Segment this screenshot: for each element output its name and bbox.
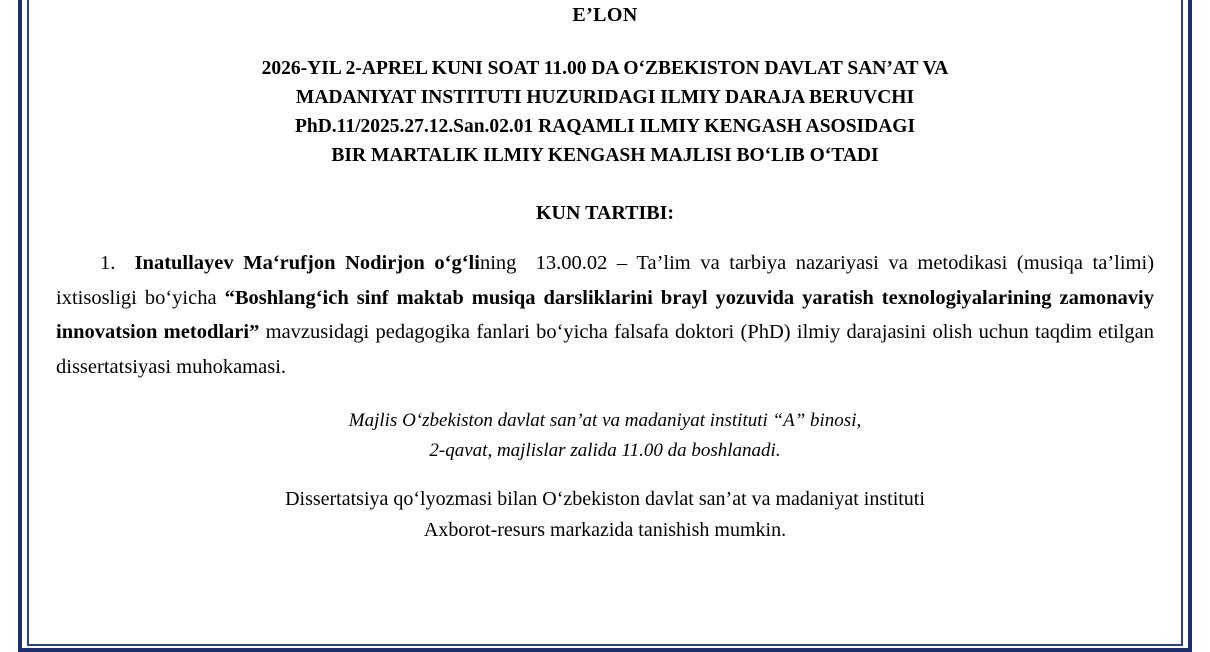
announcement-headline: [56, 28, 1154, 170]
agenda-item-specialty: 13.00.02 – Ta’lim va tarbiya nazariyasi va metodikasi (musiqa ta’limi) ixtisosligi bo‘yicha: [56, 252, 1155, 309]
agenda-heading: KUN TARTIBI:: [535, 202, 675, 224]
headline-line-2: MADANIYAT INSTITUTI HUZURIDAGI ILMIY DARAJA BERUVCHI: [295, 87, 915, 108]
agenda-item-number: 1.: [100, 252, 116, 274]
access-note: [56, 466, 1154, 546]
agenda-item-name-suffix: ning: [479, 252, 517, 274]
headline-line-3: PhD.11/2025.27.12.San.02.01 RAQAMLI ILMIY KENGASH ASOSIDAGI: [294, 116, 916, 137]
venue-note-line-1: Majlis O‘zbekiston davlat san’at va madaniyat instituti “A” binosi,: [348, 410, 862, 431]
agenda-item-dissertation-title: “Boshlang‘ich sinf maktab musiqa darsliklarini brayl yozuvida yaratish texnologiyalarining zamonaviy innovatsion metodlari”: [56, 286, 1155, 343]
page-title: E’LON: [572, 4, 638, 26]
document-content: [56, 0, 1154, 642]
headline-line-4: BIR MARTALIK ILMIY KENGASH MAJLISI BO‘LIB O‘TADI: [331, 145, 879, 166]
headline-line-1: 2026-YIL 2-APREL KUNI SOAT 11.00 DA O‘ZBEKISTON DAVLAT SAN’AT VA: [261, 58, 949, 79]
agenda-item-person-name: Inatullayev Ma‘rufjon Nodirjon o‘g‘li: [134, 252, 480, 274]
venue-note: [56, 384, 1154, 466]
agenda-item-tail: mavzusidagi pedagogika fanlari bo‘yicha falsafa doktori (PhD) ilmiy darajasini olish uchun taqdim etilgan dissertatsiyasi muhokamasi.: [56, 321, 1155, 378]
access-note-line-2: Axborot-resurs markazida tanishish mumkin.: [423, 519, 787, 541]
agenda-item-paragraph: [56, 226, 1154, 384]
venue-note-line-2: 2-qavat, majlislar zalida 11.00 da boshlanadi.: [429, 440, 781, 461]
access-note-line-1: Dissertatsiya qo‘lyozmasi bilan O‘zbekiston davlat san’at va madaniyat instituti: [285, 488, 925, 510]
